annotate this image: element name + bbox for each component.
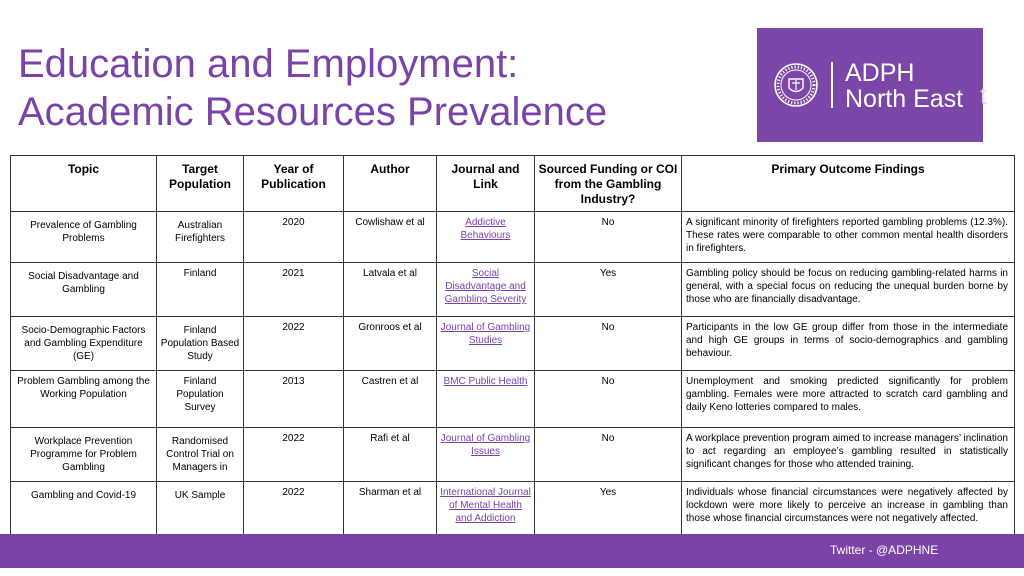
cell-findings: Gambling policy should be focus on reducing gambling-related harms in general, with a special focus on reducing the unequal burden borne by those who are financially disadvantage. bbox=[682, 263, 1015, 317]
logo-divider bbox=[831, 62, 833, 108]
cell-population: UK Sample bbox=[157, 482, 244, 543]
cell-funding: Yes bbox=[535, 263, 682, 317]
header-target-population: Target Population bbox=[157, 156, 244, 212]
header-author: Author bbox=[344, 156, 437, 212]
table-row bbox=[11, 371, 1015, 428]
cell-funding: No bbox=[535, 428, 682, 482]
header-funding: Sourced Funding or COI from the Gambling Industry? bbox=[535, 156, 682, 212]
cell-population: Finland bbox=[157, 263, 244, 317]
cell-population: Finland Population Survey bbox=[157, 371, 244, 428]
resources-table bbox=[10, 155, 1015, 543]
table-header-row bbox=[11, 156, 1015, 212]
journal-link[interactable]: Journal of Gambling Issues bbox=[440, 433, 531, 457]
cell-funding: No bbox=[535, 371, 682, 428]
cell-population: Finland Population Based Study bbox=[157, 317, 244, 371]
cell-year: 2013 bbox=[244, 371, 344, 428]
cell-author: Sharman et al bbox=[344, 482, 437, 543]
journal-link[interactable]: International Journal of Mental Health and Addiction bbox=[440, 487, 531, 524]
adph-logo bbox=[757, 28, 983, 142]
cell-author: Cowlishaw et al bbox=[344, 212, 437, 263]
cell-topic: Social Disadvantage and Gambling bbox=[11, 263, 157, 317]
cell-findings: A workplace prevention program aimed to increase managers’ inclination to act regarding an employee’s gambling resulted in statistically significant changes for those who attended training. bbox=[682, 428, 1015, 482]
cell-findings: Individuals whose financial circumstances were negatively affected by lockdown were more likely to perceive an increase in gambling than those whose financial circumstances were not negatively affected. bbox=[682, 482, 1015, 543]
cell-year: 2020 bbox=[244, 212, 344, 263]
journal-link[interactable]: Social Disadvantage and Gambling Severity bbox=[444, 268, 527, 305]
cell-journal bbox=[437, 263, 535, 317]
footer-bar bbox=[0, 534, 1024, 568]
cell-journal bbox=[437, 317, 535, 371]
cell-findings: Unemployment and smoking predicted significantly for problem gambling. Females were more attracted to scratch card gambling and daily Keno lotteries compared to males. bbox=[682, 371, 1015, 428]
cell-findings: Participants in the low GE group differ from those in the intermediate and high GE groups in terms of socio-demographics and gambling behaviour. bbox=[682, 317, 1015, 371]
cell-findings: A significant minority of firefighters reported gambling problems (12.3%). These rates were comparable to other common mental health disorders in firefighters. bbox=[682, 212, 1015, 263]
logo-text-north-east: North East bbox=[845, 85, 964, 113]
table-row bbox=[11, 428, 1015, 482]
table-row bbox=[11, 263, 1015, 317]
cell-funding: No bbox=[535, 212, 682, 263]
cell-author: Latvala et al bbox=[344, 263, 437, 317]
cell-topic: Problem Gambling among the Working Population bbox=[11, 371, 157, 428]
cell-year: 2022 bbox=[244, 428, 344, 482]
journal-link[interactable]: BMC Public Health bbox=[443, 376, 528, 387]
cell-funding: Yes bbox=[535, 482, 682, 543]
header-year: Year of Publication bbox=[244, 156, 344, 212]
table-row bbox=[11, 317, 1015, 371]
journal-link[interactable]: Addictive Behaviours bbox=[460, 217, 511, 241]
header-topic: Topic bbox=[11, 156, 157, 212]
page-title-line-2: Academic Resources Prevalence bbox=[18, 90, 608, 134]
cell-author: Castren et al bbox=[344, 371, 437, 428]
cell-author: Rafi et al bbox=[344, 428, 437, 482]
cell-journal bbox=[437, 212, 535, 263]
logo-text-adph: ADPH bbox=[845, 59, 915, 87]
cell-topic: Workplace Prevention Programme for Problem Gambling bbox=[11, 428, 157, 482]
seal-icon bbox=[773, 62, 819, 108]
cell-population: Randomised Control Trial on Managers in bbox=[157, 428, 244, 482]
cell-topic: Socio-Demographic Factors and Gambling Expenditure (GE) bbox=[11, 317, 157, 371]
journal-link[interactable]: Journal of Gambling Studies bbox=[440, 322, 531, 346]
cell-year: 2021 bbox=[244, 263, 344, 317]
header-findings: Primary Outcome Findings bbox=[682, 156, 1015, 212]
cell-population: Australian Firefighters bbox=[157, 212, 244, 263]
cell-year: 2022 bbox=[244, 482, 344, 543]
table-row bbox=[11, 212, 1015, 263]
page-title-line-1: Education and Employment: bbox=[18, 42, 519, 86]
header-journal: Journal and Link bbox=[437, 156, 535, 212]
page-title bbox=[18, 40, 718, 136]
twitter-handle: Twitter - @ADPHNE bbox=[830, 543, 939, 557]
cell-funding: No bbox=[535, 317, 682, 371]
cell-journal bbox=[437, 428, 535, 482]
logo-ghost-text: t bbox=[980, 80, 988, 110]
cell-author: Gronroos et al bbox=[344, 317, 437, 371]
cell-journal bbox=[437, 371, 535, 428]
cell-year: 2022 bbox=[244, 317, 344, 371]
cell-topic: Gambling and Covid-19 bbox=[11, 482, 157, 543]
cell-topic: Prevalence of Gambling Problems bbox=[11, 212, 157, 263]
